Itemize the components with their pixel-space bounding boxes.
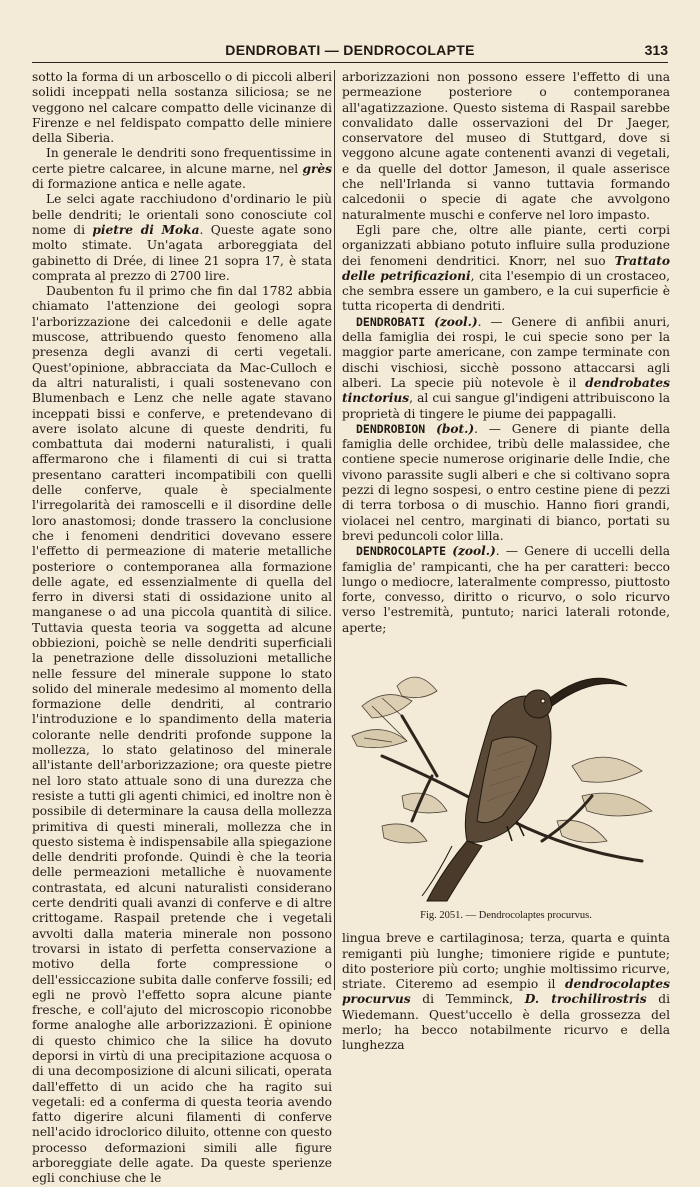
right-column <box>342 70 670 1054</box>
left-column <box>32 70 332 1187</box>
text-run: lingua breve e cartilaginosa; terza, quarta e quinta remiganti più lunghe; timoniere rigide e puntute; dito posteriore più corto; unghie moltissimo ricurve, striate. Citeremo ad esempio il <box>342 931 670 992</box>
bird-engraving <box>342 646 670 906</box>
column-divider <box>334 70 335 990</box>
italic-term: grès <box>302 161 332 176</box>
page-number: 313 <box>644 42 668 58</box>
text-run: di formazione antica e nelle agate. <box>32 177 246 192</box>
entry-term: DENDROBATI <box>356 314 426 329</box>
running-head: DENDROBATI — DENDROCOLAPTE <box>225 42 475 58</box>
italic-species: dendrocolaptes procurvus <box>342 977 670 1007</box>
paragraph: sotto la forma di un arboscello o di piccoli alberi solidi inceppati nella sostanza siliciosa; se ne veggono nel calcare compatto delle vicinanze di Firenze e nel feldispato compatto delle miniere della Siberia. <box>32 70 332 146</box>
entry-dendrocolapte <box>342 544 670 636</box>
page-header <box>32 40 668 63</box>
text-run: di Wiedemann. Quest'uccello è della grossezza del merlo; ha becco notabilmente ricurvo e della lunghezza <box>342 992 670 1053</box>
text-run: di Temminck, <box>410 992 525 1007</box>
text-run: Le selci agate racchiudono d'ordinario le più belle dendriti; le orientali sono conosciute col nome di <box>32 192 332 237</box>
text-run: , cita l'esempio di un crostaceo, che sembra essere un gambero, e la cui superficie è tutta ricoperta di dendriti. <box>342 268 670 314</box>
entry-dendrobion <box>342 422 670 544</box>
paragraph: Daubenton fu il primo che fin dal 1782 abbia chiamato l'attenzione dei geologi sopra l'arborizzazione dei calcedonii e delle agate muscose, attribuendo questo fenomeno alla presenza degli avanzi di certi vegetali. Quest'opinione, abbracciata da Mac-Culloch e da altri naturalisti, i quali sostenevano con Blumenbach e Lenz che nelle agate stavano inceppati bissi e conferve, e pretendevano di avere isolato alcune di queste dendriti, fu combattuta dai moderni naturalisti, i quali affermarono che i filamenti di cui si tratta presentano caratteri incompatibili con quelli delle conferve, quale è specialmente l'irregolarità dei ramoscelli e il disordine delle loro anastomosi; donde trassero la conclusione che i fenomeni dendritici dovevano essere l'effetto di permeazione di materie metalliche posteriore o contemporanea alla formazione delle agate, ed essenzialmente di quella del ferro in diversi stati di ossidazione unito al manganese o ad una piccola quantità di silice. Tuttavia questa teoria va soggetta ad alcune obbiezioni, poichè se nelle dendriti superficiali la penetrazione delle dissoluzioni metalliche nelle fessure del minerale suppone lo stato solido del minerale medesimo al momento della formazione delle dendriti, al contrario l'introduzione e lo spandimento della materia colorante nelle dendriti profonde suppone la mollezza, lo stato gelatinoso del minerale all'istante dell'arborizzazione; ora queste pietre nel loro stato attuale sono di una durezza che resiste a tutti gli agenti chimici, ed inoltre non è possibile di determinare la causa della mollezza primitiva di questi minerali, mollezza che in questo sistema è indispensabile alla spiegazione delle dendriti profonde. Quindi è che la teoria delle permeazioni metalliche è nuovamente contrastata, ed alcuni naturalisti considerano certe dendriti quali avanzi di conferve e di altre crittogame. Raspail pretende che i vegetali avvolti dalla materia minerale non possono trovarsi in istato di perfetta conservazione a motivo della forte compressione o dell'essiccazione subita dalle conferve fossili; ed egli ne provò l'effetto sopra alcune piante fresche, e coll'ajuto del microscopio riconobbe forme analoghe alle arborizzazioni. È opinione di questo chimico che la silice ha dovuto deporsi in virtù di una precipitazione acquosa o di una decomposizione di alcuni silicati, operata dall'effetto di un acido che ha ragito sui vegetali: ed a conferma di questa teoria avendo fatto digerire alcuni filamenti di conferve nell'acido idroclorico diluito, ottenne con questo processo deformazioni simili alle figure arboreggiate delle agate. Da queste sperienze egli conchiuse che le <box>32 284 332 1186</box>
italic-title: Trattato delle petrificazioni <box>342 253 670 283</box>
text-run: . — Genere di anfibii anuri, della famiglia dei rospi, le cui specie sono per la maggior parte americane, con zampe terminate con dischi vischiosi, sicchè possono attaccarsi agli alberi. La specie più notevole è il <box>342 314 670 390</box>
paragraph <box>342 223 670 315</box>
text-run: , al cui sangue gl'indigeni attribuiscono la proprietà di tingere le piume dei pappagalli. <box>342 391 670 421</box>
text-run: . — Genere di uccelli della famiglia de' rampicanti, che ha per caratteri: becco lungo o mediocre, lateralmente compresso, piuttosto forte, convesso, diritto o ricurvo, o solo ricurvo verso l'estremità, puntuto; narici laterali rotonde, aperte; <box>342 544 670 635</box>
figure-bird-illustration <box>342 646 670 906</box>
text-run: In generale le dendriti sono frequentissime in certe pietre calcaree, in alcune marne, nel <box>32 146 332 176</box>
text-run: . Queste agate sono molto stimate. Un'agata arboreggiata del gabinetto di Drée, di linee 21 sopra 17, è stata comprata al prezzo di 2700 lire. <box>32 222 333 283</box>
paragraph <box>32 146 332 192</box>
entry-abbr: (bot.) <box>436 421 475 436</box>
paragraph: arborizzazioni non possono essere l'effetto di una permeazione posteriore o contemporanea all'agatizzazione. Questo sistema di Raspail sarebbe convalidato dalle osservazioni del Dr Jaeger, conservatore del museo di Stuttgard, dove si veggono alcune agate contenenti avanzi di vegetali, e da quelle del dottor Jameson, il quale asserisce che nell'Irlanda si vanno tuttavia formando calcedonii o specie di agate che avvolgono naturalmente muschi e conferve nel loro impasto. <box>342 70 670 222</box>
entry-abbr: (zool.) <box>434 314 478 329</box>
entry-term: DENDROBION <box>356 421 426 436</box>
italic-species: dendrobates tinctorius <box>342 375 670 406</box>
entry-abbr: (zool.) <box>452 544 496 559</box>
text-run: . — Genere di piante della famiglia delle orchidee, tribù delle malassidee, che contiene specie numerose originarie delle Indie, che vivono parassite sugli alberi e che si coltivano sopra pezzi di legno sospesi, o entro cestine piene di pezzi di terra torbosa o di muschio. Hanno fiori grandi, violacei nel centro, marginati di bianco, portati su brevi peduncoli color lilla. <box>342 421 670 543</box>
entry-dendrobati <box>342 315 670 422</box>
paragraph <box>342 931 670 1053</box>
paragraph <box>32 192 332 284</box>
figure-caption: Fig. 2051. — Dendrocolaptes procurvus. <box>420 909 592 921</box>
italic-species: D. trochilirostris <box>524 992 647 1007</box>
italic-term: pietre di Moka <box>92 222 200 237</box>
text-run: Egli pare che, oltre alle piante, certi corpi organizzati abbiano potuto influire sulla produzione dei fenomeni dendritici. Knorr, nel suo <box>342 222 670 268</box>
entry-term: DENDROCOLAPTE <box>356 544 447 559</box>
